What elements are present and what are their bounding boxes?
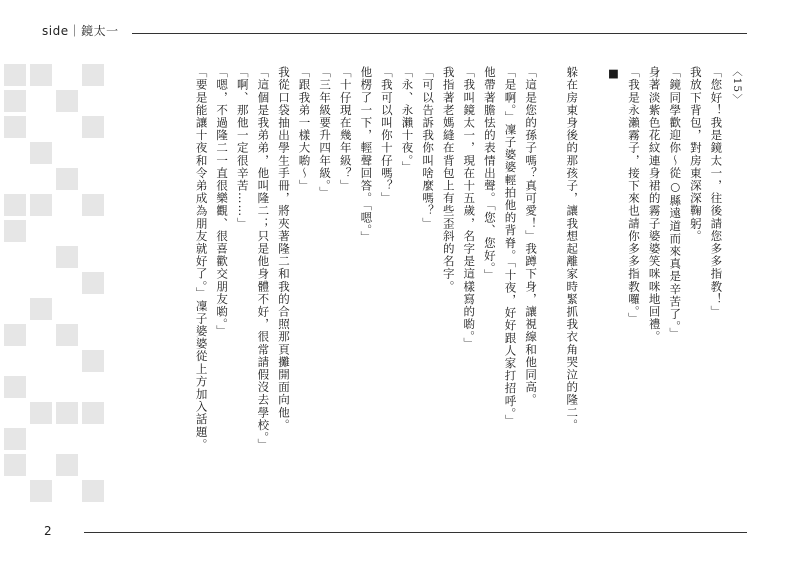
text-line: 我放下背包，對房東深深鞠躬。 <box>688 66 703 243</box>
text-line: 「啊、那他一定很辛苦……」 <box>235 66 250 230</box>
text-line: 我指著老媽縫在背包上有些歪斜的名字。 <box>441 66 456 293</box>
text-line: 「鏡同學歡迎你～從○縣遠道而來真是辛苦了。」 <box>668 66 683 340</box>
text-line: 「嗯，不過隆二一直很樂觀、很喜歡交朋友喲。」 <box>215 66 230 338</box>
text-line: 「要是能讓十夜和令弟成為朋友就好了。」凜子婆婆從上方加入話題。 <box>194 66 209 451</box>
text-line: 「您好！我是鏡太一，往後請您多多指教！」 <box>709 66 724 318</box>
chapter-number: 〈15〉 <box>731 66 743 105</box>
text-line: 「這是您的孫子嗎？真可愛！」我蹲下身，讓視線和他同高。 <box>524 66 539 407</box>
text-line: 「可以告訴我你叫啥麼嗎？」 <box>421 66 436 230</box>
text-line: 「我叫鏡太一，現在十五歲，名字是這樣寫的喲。」 <box>462 66 477 351</box>
text-line: 我從口袋抽出學生手冊，將夾著隆二和我的合照那頁攤開面向他。 <box>276 66 291 432</box>
running-header: side｜鏡太一 <box>42 24 119 38</box>
text-line: 「跟我弟一樣大喲～」 <box>297 66 312 192</box>
footer-rule <box>84 532 747 533</box>
text-line: 「十仔現在幾年級？」 <box>338 66 353 192</box>
header-rule <box>132 33 747 34</box>
text-line: 「我是永瀨霧子，接下來也請你多多指教囉。」 <box>627 66 642 325</box>
text-line: 「這個是我弟弟，他叫隆二；只是他身體不好，很常請假沒去學校。」 <box>256 66 271 451</box>
page-number: 2 <box>44 524 52 538</box>
text-line: 他楞了一下，輕聲回答。「嗯。」 <box>359 66 374 244</box>
text-line: 「三年級要升四年級。」 <box>318 66 333 199</box>
text-line: 「我可以叫你十仔嗎？」 <box>379 66 394 205</box>
text-line: 躲在房東身後的那孩子，讓我想起離家時緊抓我衣角哭泣的隆二。 <box>565 66 580 432</box>
text-line: 身著淡紫色花紋連身裙的霧子婆婆笑咪咪地回禮。 <box>647 66 662 344</box>
text-line: 他帶著膽怯的表情出聲。「您、您好。」 <box>482 66 497 282</box>
vertical-body-text <box>62 66 747 506</box>
text-line: 「是啊。」凜子婆婆輕拍他的背脊。「十夜，好好跟人家打招呼。」 <box>503 66 518 427</box>
section-break-marker: ■ <box>606 66 621 82</box>
text-line: 「永、永瀨十夜。」 <box>400 66 415 174</box>
